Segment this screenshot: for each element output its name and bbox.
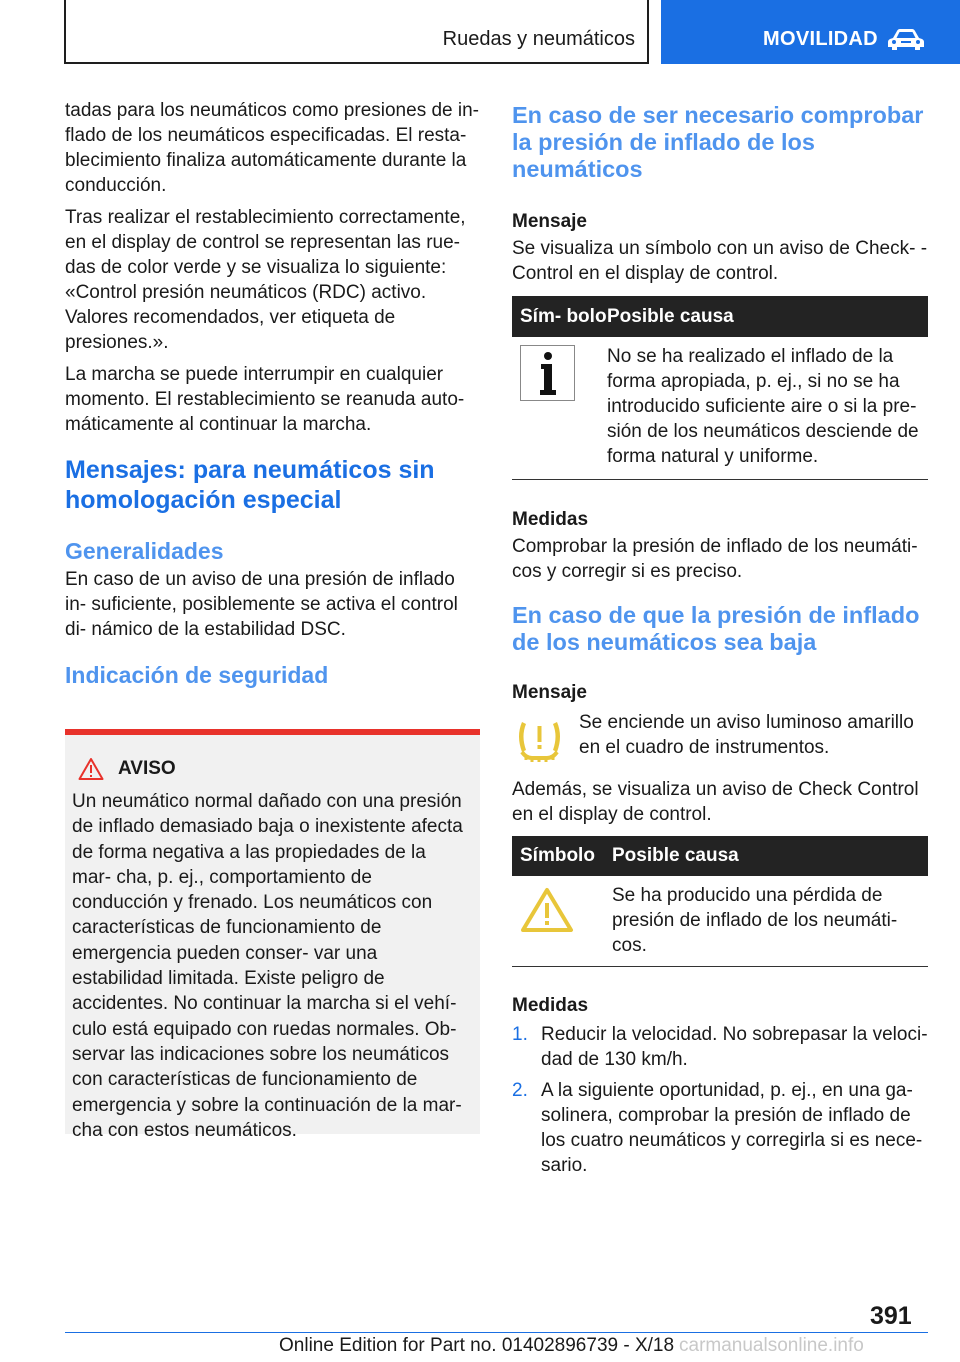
info-icon	[520, 345, 575, 401]
paragraph: La marcha se puede interrumpir en cualquier momento. El restablecimiento se reanuda auto‐ máticamente al continuar la marcha.	[65, 364, 465, 435]
subheading-measures: Medidas	[512, 995, 589, 1016]
heading-safety: Indicación de seguridad	[65, 662, 329, 688]
step-text: A la siguiente oportunidad, p. ej., en una ga‐ solinera, comprobar la presión de inflado de los cuatro neumáticos y corregirla si es nece‐ sario.	[541, 1080, 923, 1176]
paragraph: Además, se visualiza un aviso de Check Control en el display de control.	[512, 779, 919, 825]
car-icon	[887, 28, 925, 52]
header-section-box	[64, 0, 649, 64]
paragraph: En caso de un aviso de una presión de inflado in‐ suficiente, posiblemente se activa el control di‐ námico de la estabilidad DSC.	[65, 569, 458, 640]
paragraph: Comprobar la presión de inflado de los neumáti‐ cos y corregir si es preciso.	[512, 536, 918, 582]
indicator-row	[512, 710, 928, 766]
warning-title: AVISO	[118, 758, 176, 779]
warning-box	[65, 729, 480, 1141]
paragraph: Se visualiza un símbolo con un aviso de Check- -Control en el display de control.	[512, 238, 928, 284]
symbol-cause-table	[512, 296, 928, 480]
paragraph: tadas para los neumáticos como presiones de in‐ flado de los neumáticos especificadas. El resta‐ blecimiento finaliza automáticamente durante la conducción.	[65, 100, 480, 196]
header-chapter-tab	[661, 0, 960, 64]
subheading-message: Mensaje	[512, 682, 587, 703]
section-title: Ruedas y neumáticos	[442, 28, 635, 50]
table-cell-cause: No se ha realizado el inflado de la forma apropiada, p. ej., si no se ha introducido suficiente aire o si la pre‐ sión de los neumáticos desciende de forma natural y uniforme.	[607, 337, 928, 480]
warning-text: Un neumático normal dañado con una presión de inflado demasiado baja o inexistente afecta de forma negativa a las propiedades de la mar‐ cha, p. ej., comportamiento de conducción y frenado. Los neumáticos con características de funcionamiento de emergencia pueden conser‐ var una estabilidad limitada. Existe peligro de accidentes. No continuar la marcha si el vehí‐ culo está equipado con ruedas normales. Ob‐ servar las indicaciones sobre los neumáticos con características de funcionamiento de emergencia y sobre la continuación de la mar‐ cha con estos neumáticos.	[72, 791, 463, 1141]
page-number: 391	[870, 1302, 912, 1330]
list-item	[512, 1022, 928, 1072]
indicator-text: Se enciende un aviso luminoso amarillo en el cuadro de instrumentos.	[579, 712, 914, 758]
subheading-measures: Medidas	[512, 509, 589, 530]
table-cell-cause: Se ha producido una pérdida de presión de inflado de los neumáti‐ cos.	[612, 876, 928, 967]
footer-edition: Online Edition for Part no. 01402896739 - X/18	[279, 1335, 675, 1356]
table-row	[512, 876, 928, 967]
left-column	[65, 98, 480, 689]
footer-divider	[65, 1332, 928, 1333]
table-header-symbol: Sím‐ bolo	[512, 296, 607, 337]
warning-triangle-icon	[78, 757, 104, 781]
heading-messages: Mensajes: para neumáticos sin homologación especial	[65, 456, 435, 514]
warning-triangle-icon	[520, 886, 574, 934]
measures-list	[512, 1022, 928, 1178]
subheading-message: Mensaje	[512, 211, 587, 232]
tire-pressure-warning-icon	[512, 716, 567, 766]
table-header-symbol: Símbolo	[512, 836, 612, 876]
heading-low-pressure: En caso de que la presión de inflado de los neumáticos sea baja	[512, 602, 920, 655]
table-header-cause: Posible causa	[612, 836, 928, 876]
step-number: 2.	[512, 1080, 528, 1101]
table-row	[512, 337, 928, 480]
table-header-cause: Posible causa	[607, 296, 928, 337]
step-text: Reducir la velocidad. No sobrepasar la veloci‐ dad de 130 km/h.	[541, 1024, 928, 1070]
footer-watermark: carmanualsonline.info	[679, 1335, 864, 1356]
heading-general: Generalidades	[65, 538, 224, 564]
right-column	[512, 102, 928, 1184]
paragraph: Tras realizar el restablecimiento correctamente, en el display de control se representan las rue‐ das de color verde y se visualiza lo siguiente: «Control presión neumáticos (RDC) activo. Valores recomendados, ver etiqueta de presiones.».	[65, 207, 466, 353]
chapter-label: MOVILIDAD	[763, 28, 878, 50]
list-item	[512, 1078, 928, 1178]
step-number: 1.	[512, 1024, 528, 1045]
heading-check-pressure: En caso de ser necesario comprobar la presión de inflado de los neumáticos	[512, 102, 924, 182]
symbol-cause-table	[512, 836, 928, 967]
